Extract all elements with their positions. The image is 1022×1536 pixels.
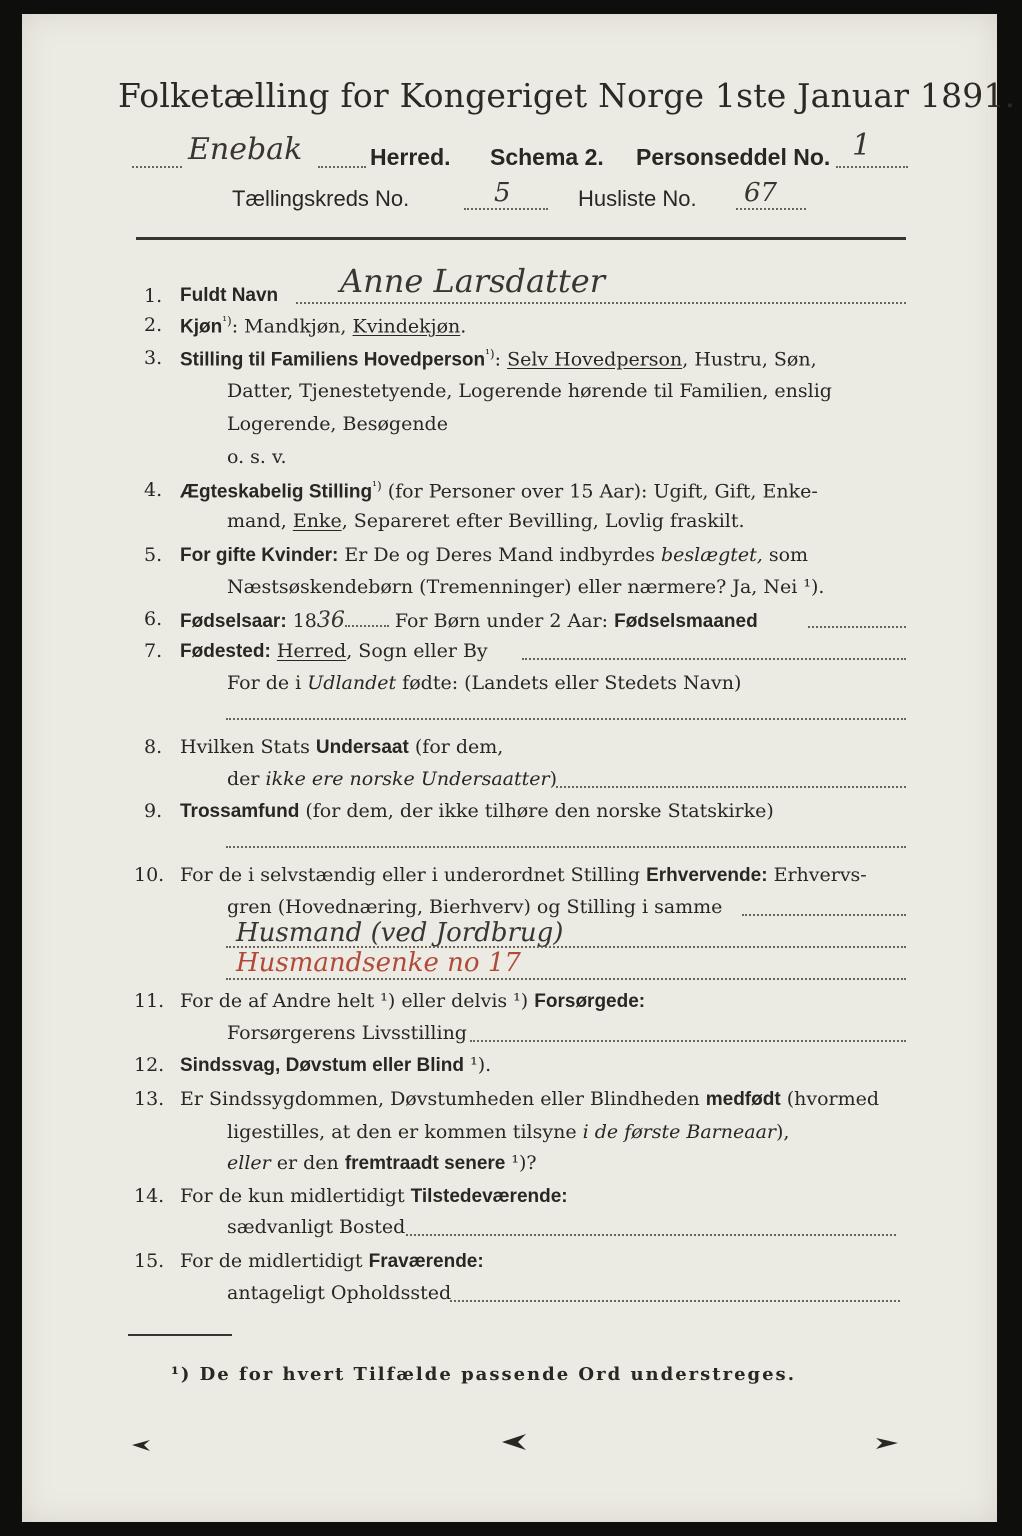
q6-line	[180, 608, 758, 633]
q13-line3-bold: fremtraadt senere	[344, 1153, 506, 1174]
q13-line1	[180, 1088, 879, 1111]
q7-line2-a: For de i	[227, 672, 308, 694]
q13-line2-a: ligestilles, at den er kommen tilsyne	[227, 1121, 583, 1143]
q11-label: Forsørgede:	[534, 991, 646, 1012]
q6-rest: For Børn under 2 Aar:	[388, 610, 615, 632]
q3-line1-rest: , Hustru, Søn,	[682, 348, 817, 371]
q14-line2: sædvanligt Bosted	[227, 1216, 406, 1238]
q13-line2	[227, 1121, 789, 1143]
q9-label: Trossamfund	[180, 801, 300, 822]
q3-number: 3.	[144, 347, 163, 369]
q1-dotted-line	[296, 302, 906, 304]
footnote-text: ¹) De for hvert Tilfælde passende Ord understreges.	[171, 1364, 796, 1385]
q1-label: Fuldt Navn	[180, 285, 279, 306]
q6-prefix: 18	[286, 610, 317, 632]
q8-label: Undersaat	[315, 737, 409, 758]
q10-line1-a: For de i selvstændig eller i underordnet Stilling	[180, 864, 647, 886]
q13-line3	[227, 1152, 537, 1175]
q10-line2: gren (Hovednæring, Bierhverv) og Stilling i samme	[227, 896, 723, 918]
q5-line1-italic: beslægtet,	[661, 544, 763, 566]
personseddel-dotted-line	[836, 166, 908, 168]
q4-line1-rest: (for Personer over 15 Aar): Ugift, Gift, Enke-	[381, 480, 818, 503]
q7-rest: , Sogn eller By	[346, 640, 488, 662]
q3-line4: o. s. v.	[227, 446, 287, 468]
herred-dotted-line-2	[318, 166, 366, 168]
printer-mark-left-icon	[130, 1436, 154, 1454]
q8-line2	[227, 768, 557, 790]
q8-line1-a: Hvilken Stats	[180, 736, 316, 758]
herred-dotted-line	[132, 166, 182, 168]
q2-text-c: .	[460, 315, 467, 338]
q3-selected-option: Selv Hovedperson	[507, 348, 683, 371]
q8-line2-b: )	[549, 768, 557, 790]
husliste-dotted-line	[736, 208, 806, 210]
q6-handwritten-year: 36	[316, 608, 345, 633]
herred-label: Herred.	[370, 144, 451, 170]
q5-line2: Næstsøskendebørn (Tremenninger) eller nærmere? Ja, Nei ¹).	[227, 576, 825, 598]
q15-line1	[180, 1250, 484, 1273]
q12-rest: ¹).	[464, 1054, 492, 1076]
q5-line1-b: som	[762, 544, 809, 566]
q10-handwritten-answer-2: Husmandsenke no 17	[236, 948, 521, 978]
q14-number: 14.	[134, 1185, 165, 1207]
q11-line2: Forsørgerens Livsstilling	[227, 1022, 467, 1044]
q14-line1-a: For de kun midlertidigt	[180, 1185, 411, 1207]
q10-label: Erhvervende:	[646, 865, 768, 886]
q4-number: 4.	[144, 479, 163, 501]
q7-dotted-line-2	[226, 718, 906, 720]
q2-line	[180, 314, 466, 338]
q3-footnote-mark: ¹)	[485, 347, 495, 361]
q13-line3-a: er den	[270, 1152, 345, 1174]
q4-line1	[180, 479, 818, 503]
q8-line1	[180, 736, 503, 759]
q2-number: 2.	[144, 314, 163, 336]
q8-line2-a: der	[227, 768, 266, 790]
q6-number: 6.	[144, 608, 163, 630]
q10-handwritten-answer-1: Husmand (ved Jordbrug)	[236, 918, 564, 948]
q4-footnote-mark: ¹)	[372, 479, 382, 493]
q5-number: 5.	[144, 544, 163, 566]
q15-line1-a: For de midlertidigt	[180, 1250, 369, 1272]
taellingskreds-dotted-line	[464, 208, 548, 210]
q11-line1	[180, 990, 645, 1013]
q2-text-a: : Mandkjøn,	[231, 315, 353, 338]
q3-line3: Logerende, Besøgende	[227, 413, 448, 435]
q10-line1	[180, 864, 867, 887]
q6-fodselsmaaned-line	[808, 626, 906, 628]
q13-line1-c: (hvormed	[780, 1088, 880, 1110]
q10-dotted-line	[742, 914, 906, 916]
q1-number: 1.	[144, 285, 163, 307]
q12-line	[180, 1054, 491, 1077]
q7-line2	[227, 672, 741, 694]
q6-dotted-line	[345, 625, 389, 627]
q3-line2: Datter, Tjenestetyende, Logerende hørende til Familien, enslig	[227, 380, 832, 402]
footnote-rule	[128, 1334, 232, 1336]
header-divider	[136, 237, 906, 240]
q13-number: 13.	[134, 1088, 165, 1110]
q15-label: Fraværende:	[368, 1251, 484, 1272]
q13-line1-a: Er Sindssygdommen, Døvstumheden eller Blindheden	[180, 1088, 706, 1110]
q4-line2	[227, 510, 745, 532]
q7-line1	[180, 640, 488, 663]
q10-line1-c: Erhvervs-	[767, 864, 867, 886]
q7-dotted-line	[522, 658, 906, 660]
q13-line2-b: ),	[776, 1121, 790, 1143]
q7-line2-b: fødte: (Landets eller Stedets Navn)	[396, 672, 742, 694]
q13-line3-c: ¹)?	[505, 1152, 537, 1174]
q13-line2-italic: i de første Barneaar	[582, 1121, 776, 1143]
schema-label: Schema 2.	[490, 144, 604, 170]
q12-number: 12.	[134, 1054, 165, 1076]
q7-number: 7.	[144, 640, 163, 662]
q13-line3-italic: eller	[227, 1152, 271, 1174]
q5-line1	[180, 544, 808, 567]
taellingskreds-handwritten-value: 5	[494, 178, 511, 208]
q5-label: For gifte Kvinder:	[180, 545, 339, 566]
q4-selected-option: Enke	[292, 510, 342, 532]
q4-line2-b: , Separeret efter Bevilling, Lovlig fraskilt.	[341, 510, 745, 532]
q4-line2-a: mand,	[227, 510, 293, 532]
q8-dotted-line	[556, 786, 906, 788]
q9-line1	[180, 800, 774, 823]
q9-number: 9.	[144, 800, 163, 822]
printer-mark-center-icon	[498, 1432, 528, 1452]
q3-label: Stilling til Familiens Hovedperson	[180, 349, 486, 371]
q5-line1-a: Er De og Deres Mand indbyrdes	[338, 544, 662, 566]
q15-dotted-line	[450, 1300, 900, 1302]
q8-number: 8.	[144, 736, 163, 758]
personseddel-label: Personseddel No.	[636, 144, 831, 170]
husliste-label: Husliste No.	[578, 186, 697, 211]
printer-mark-right-icon	[872, 1434, 902, 1454]
q11-line1-a: For de af Andre helt ¹) eller delvis ¹)	[180, 990, 535, 1012]
taellingskreds-label: Tællingskreds No.	[232, 186, 410, 211]
q2-label: Kjøn	[180, 316, 223, 338]
q1-handwritten-name: Anne Larsdatter	[340, 262, 605, 300]
q15-line2: antageligt Opholdssted	[227, 1282, 452, 1304]
q2-footnote-mark: ¹)	[222, 314, 232, 328]
q7-label: Fødested:	[180, 641, 271, 662]
q14-dotted-line	[406, 1234, 896, 1236]
q3-colon: :	[494, 348, 502, 371]
q14-label: Tilstedeværende:	[410, 1186, 568, 1207]
q15-number: 15.	[134, 1250, 165, 1272]
q2-selected-option: Kvindekjøn	[352, 315, 461, 338]
q11-number: 11.	[134, 990, 165, 1012]
q9-rest: (for dem, der ikke tilhøre den norske Statskirke)	[299, 800, 774, 822]
q13-label: medfødt	[705, 1089, 781, 1110]
form-title: Folketælling for Kongeriget Norge 1ste Januar 1891.	[118, 76, 1016, 115]
q8-line2-italic: ikke ere norske Undersaatter	[265, 768, 550, 790]
q3-line1	[180, 347, 817, 371]
herred-handwritten-value: Enebak	[188, 132, 303, 167]
q12-label: Sindssvag, Døvstum eller Blind	[180, 1055, 465, 1076]
q10-number: 10.	[134, 864, 165, 886]
q7-line2-italic: Udlandet	[307, 672, 397, 694]
q8-line1-c: (for dem,	[408, 736, 504, 758]
husliste-handwritten-value: 67	[744, 178, 778, 208]
q6-label2: Fødselsmaaned	[614, 611, 758, 632]
q11-dotted-line	[470, 1040, 906, 1042]
q14-line1	[180, 1185, 568, 1208]
q6-label: Fødselsaar:	[180, 611, 287, 632]
q10-dotted-line-3	[226, 978, 906, 980]
q7-selected-option: Herred	[276, 640, 347, 662]
q9-dotted-line	[226, 846, 906, 848]
q4-label: Ægteskabelig Stilling	[180, 481, 373, 503]
personseddel-handwritten-value: 1	[852, 128, 872, 163]
